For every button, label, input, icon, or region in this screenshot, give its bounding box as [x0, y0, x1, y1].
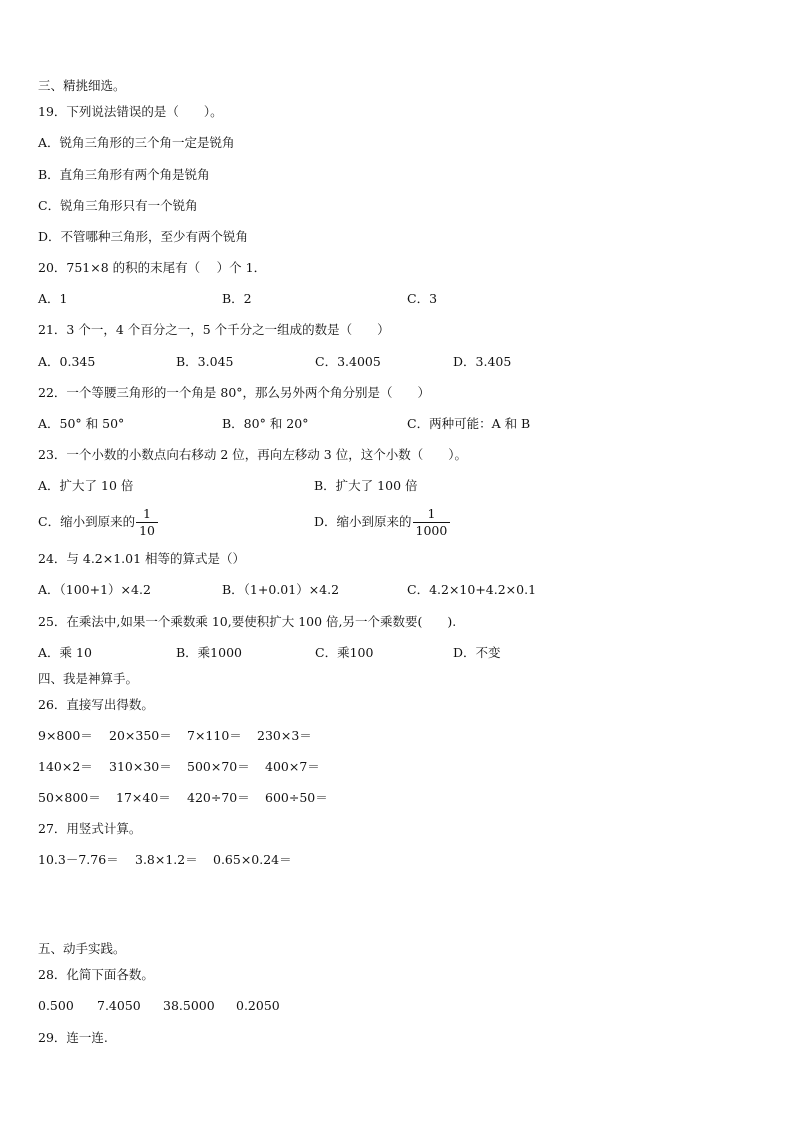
calc-item: 400×7＝ [265, 759, 320, 774]
question-19-option-d: D．不管哪种三角形，至少有两个锐角 [38, 229, 249, 244]
question-21-option-b: B．3.045 [176, 354, 234, 369]
question-20-option-b: B．2 [222, 291, 252, 306]
fraction-one-thousandth [413, 506, 451, 539]
calc-item: 9×800＝ [38, 728, 93, 743]
question-28-stem: 28．化简下面各数。 [38, 967, 154, 982]
calc-item: 420÷70＝ [187, 790, 250, 805]
question-23-option-d [314, 504, 450, 540]
question-22-option-c: C．两种可能：A 和 B [407, 416, 531, 431]
question-25-option-a: A．乘 10 [38, 645, 92, 660]
calc-item: 0.65×0.24＝ [213, 852, 292, 867]
question-20-option-a: A．1 [38, 291, 68, 306]
question-20-stem: 20．751×8 的积的末尾有（ ）个 1． [38, 260, 267, 275]
question-25-option-c: C．乘100 [315, 645, 374, 660]
question-23-stem: 23．一个小数的小数点向右移动 2 位，再向左移动 3 位，这个小数（ ）。 [38, 447, 467, 462]
calc-item: 20×350＝ [109, 728, 172, 743]
calc-item: 7×110＝ [187, 728, 242, 743]
question-19-option-c: C．锐角三角形只有一个锐角 [38, 198, 198, 213]
question-29-stem: 29．连一连. [38, 1030, 108, 1045]
option-c-text: C．缩小到原来的 [38, 514, 136, 529]
question-19-stem: 19．下列说法错误的是（ ）。 [38, 104, 223, 119]
question-21-stem: 21．3 个一，4 个百分之一，5 个千分之一组成的数是（ ） [38, 322, 390, 337]
calc-item: 3.8×1.2＝ [135, 852, 198, 867]
number-item: 38.5000 [163, 998, 215, 1013]
fraction-denominator: 1000 [413, 522, 451, 539]
section-5-title: 五、动手实践。 [38, 941, 126, 956]
question-22-option-b: B．80° 和 20° [222, 416, 309, 431]
section-3-title: 三、精挑细选。 [38, 78, 126, 93]
calc-item: 500×70＝ [187, 759, 250, 774]
calc-item: 600÷50＝ [265, 790, 328, 805]
question-24-option-a: A．（100+1）×4.2 [38, 582, 151, 597]
question-19-option-b: B．直角三角形有两个角是锐角 [38, 167, 210, 182]
calc-item: 230×3＝ [257, 728, 312, 743]
question-24-option-b: B．（1+0.01）×4.2 [222, 582, 340, 597]
question-24-stem: 24．与 4.2×1.01 相等的算式是（） [38, 551, 246, 566]
fraction-denominator: 10 [136, 522, 158, 539]
calc-item: 50×800＝ [38, 790, 101, 805]
question-22-stem: 22．一个等腰三角形的一个角是 80°，那么另外两个角分别是（ ） [38, 385, 431, 400]
question-23-option-a: A．扩大了 10 倍 [38, 478, 134, 493]
question-24-option-c: C．4.2×10+4.2×0.1 [407, 582, 537, 597]
question-25-option-b: B．乘1000 [176, 645, 242, 660]
fraction-one-tenth [136, 506, 158, 539]
calc-item: 140×2＝ [38, 759, 93, 774]
calc-item: 17×40＝ [116, 790, 171, 805]
question-22-option-a: A．50° 和 50° [38, 416, 125, 431]
section-4-title: 四、我是神算手。 [38, 671, 139, 686]
number-item: 0.500 [38, 998, 74, 1013]
fraction-numerator: 1 [427, 506, 436, 521]
question-23-option-b: B．扩大了 100 倍 [314, 478, 418, 493]
question-23-option-c [38, 504, 158, 540]
question-27-stem: 27．用竖式计算。 [38, 821, 142, 836]
question-19-option-a: A．锐角三角形的三个角一定是锐角 [38, 135, 235, 150]
question-25-option-d: D．不变 [453, 645, 501, 660]
number-item: 7.4050 [97, 998, 141, 1013]
question-25-stem: 25．在乘法中,如果一个乘数乘 10,要使积扩大 100 倍,另一个乘数要( ). [38, 614, 457, 629]
question-20-option-c: C．3 [407, 291, 438, 306]
number-item: 0.2050 [236, 998, 280, 1013]
question-21-option-a: A．0.345 [38, 354, 96, 369]
question-21-option-c: C．3.4005 [315, 354, 381, 369]
question-26-stem: 26．直接写出得数。 [38, 697, 154, 712]
option-d-text: D．缩小到原来的 [314, 514, 412, 529]
calc-item: 10.3－7.76＝ [38, 852, 119, 867]
fraction-numerator: 1 [143, 506, 151, 521]
question-21-option-d: D．3.405 [453, 354, 512, 369]
calc-item: 310×30＝ [109, 759, 172, 774]
